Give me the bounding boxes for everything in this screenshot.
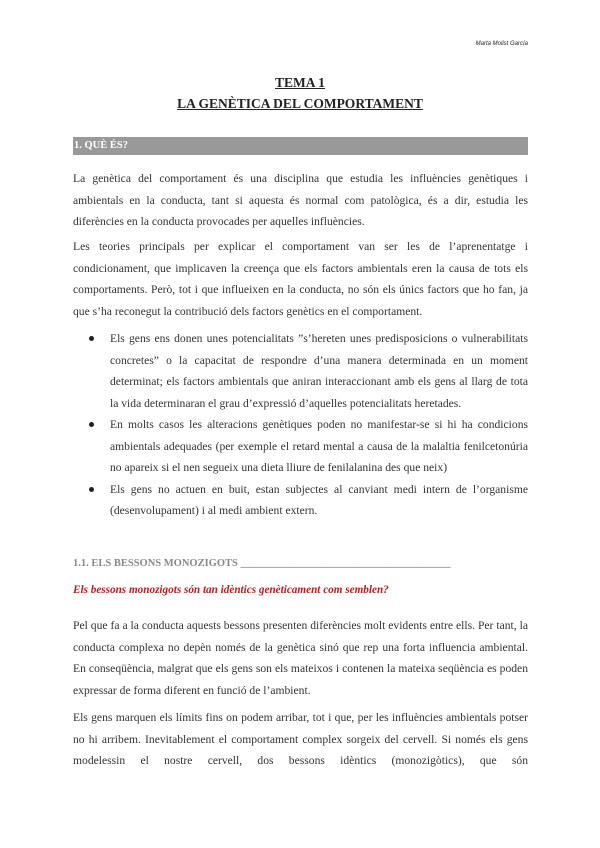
list-item — [73, 328, 528, 414]
paragraph — [73, 707, 528, 772]
paragraph — [73, 615, 528, 701]
document-subtitle: LA GENÈTICA DEL COMPORTAMENT — [177, 96, 423, 111]
document-author: Marta Molist García — [475, 41, 528, 47]
paragraph-text: Els gens marquen els límits fins on podem arribar, tot i que, per les influències ambientals potser no hi arribem. Inevitablement el comportament complex sorgeix del cervell. Si només els gens modelessin el nostre cervell, dos bessons idèntics (monozigòtics), que són — [73, 711, 528, 767]
bullet-icon — [89, 487, 94, 492]
paragraph — [73, 236, 528, 322]
section-heading-1: 1. QUÈ ÉS? — [73, 137, 528, 155]
paragraph-text: Les teories principals per explicar el comportament van ser les de l’aprenentatge i condicionament, que implicaven la creença que els factors ambientals eren la causa de tots els comportaments. Però, tot i que influeixen en la conducta, no són els únics factors que ho fan, ja que s’ha reconegut la contribució dels factors genètics en el comportament. — [73, 240, 528, 318]
document-title: TEMA 1 — [275, 75, 325, 90]
paragraph-text: Pel que fa a la conducta aquests bessons presenten diferències molt evidents entre ells. Per tant, la conducta complexa no depèn només de la genètica sinó que rep una forta influencia ambiental. En conseqüència, malgrat que els gens son els mateixos i contenen la mateixa seqüència es poden expressar de forma diferent en funció de l’ambient. — [73, 619, 528, 697]
list-item-text: En molts casos les alteracions genètiques poden no manifestar-se si hi ha condicions ambientals adequades (per exemple el retard mental a causa de la malaltia fenilcetonúria no apareix si el nen segueix una dieta lliure de fenilalanina des que neix) — [110, 418, 528, 474]
bullet-icon — [89, 422, 94, 427]
bullet-icon — [89, 336, 94, 341]
bullet-list — [73, 328, 528, 522]
list-item — [73, 479, 528, 522]
list-item — [73, 414, 528, 479]
list-item-text: Els gens no actuen en buit, estan subjectes al canviant medi intern de l’organisme (desenvolupament) i al medi ambient extern. — [110, 482, 528, 517]
section-heading-1-1: 1.1. ELS BESSONS MONOZIGOTS ________________________________________ — [73, 558, 451, 569]
section-question: Els bessons monozigots són tan idèntics genèticament com semblen? — [73, 584, 389, 596]
list-item-text: Els gens ens donen unes potencialitats ”s’hereten unes predisposicions o vulnerabilitats concretes” o la capacitat de respondre d’una manera determinada en un moment determinat; els factors ambientals que aniran interaccionant amb els gens al llarg de tota la vida determinaran el grau d’expressió d’aquelles potencialitats heretades. — [110, 332, 528, 410]
paragraph — [73, 168, 528, 233]
paragraph-text: La genètica del comportament és una disciplina que estudia les influències genètiques i ambientals en la conducta, tant si aquesta és normal com patològica, és a dir, estudia les diferències en la conducta provocades per aquelles influències. — [73, 172, 528, 228]
